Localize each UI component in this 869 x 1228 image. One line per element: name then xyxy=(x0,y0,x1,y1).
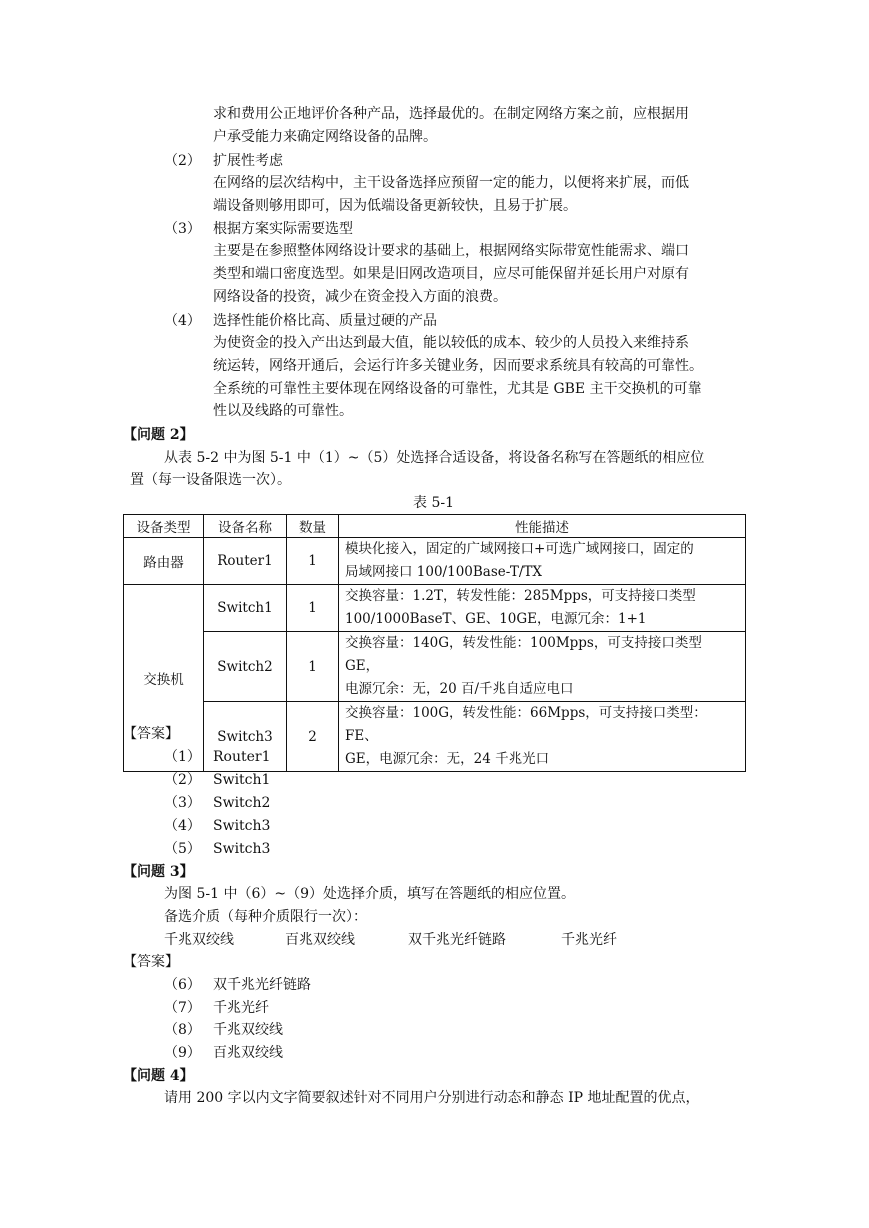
answer-value: Switch3 xyxy=(213,841,271,857)
answer-number: （9） xyxy=(164,1045,201,1061)
cell-desc xyxy=(339,585,746,632)
desc-line: 交换容量：140G，转发性能：100Mpps，可支持接口类型 GE， xyxy=(345,635,702,674)
question-3-heading: 【问题 3】 xyxy=(123,864,194,880)
header-name: 设备名称 xyxy=(204,515,287,538)
text-line: 性以及线路的可靠性。 xyxy=(213,403,353,420)
desc-line: GE，电源冗余：无，24 千兆光口 xyxy=(345,751,550,767)
item-title: 扩展性考虑 xyxy=(213,153,283,169)
text-line: 户承受能力来确定网络设备的品牌。 xyxy=(213,128,437,145)
intro-paragraph xyxy=(213,103,689,149)
question-3-text: 为图 5-1 中（6）~（9）处选择介质，填写在答题纸的相应位置。 xyxy=(164,886,575,902)
item-title: 选择性能价格比高、质量过硬的产品 xyxy=(213,313,437,329)
desc-line: 100/1000BaseT、GE、10GE，电源冗余：1+1 xyxy=(345,611,647,627)
question-2-text-cont: 置（每一设备限选一次）。 xyxy=(130,472,291,488)
table-row xyxy=(124,538,746,585)
answer-value: Switch2 xyxy=(213,795,271,811)
media-option: 百兆双绞线 xyxy=(285,932,355,948)
item-body xyxy=(213,240,689,308)
answer-value: Switch3 xyxy=(213,818,271,834)
media-option: 千兆光纤 xyxy=(561,932,617,948)
answer-number: （8） xyxy=(164,1022,201,1038)
item-body xyxy=(213,332,703,423)
answer-value: Switch1 xyxy=(213,772,271,788)
item-title: 根据方案实际需要选型 xyxy=(213,221,353,237)
cell-qty: 1 xyxy=(287,632,339,702)
answer-value: 千兆光纤 xyxy=(213,1000,269,1016)
question-2-text xyxy=(164,447,704,470)
header-type: 设备类型 xyxy=(124,515,204,538)
table-header-row xyxy=(124,515,746,538)
cell-desc xyxy=(339,702,746,772)
device-table xyxy=(123,514,746,772)
answer-number: （3） xyxy=(164,795,201,811)
text-line: 在网络的层次结构中，主干设备选择应预留一定的能力，以便将来扩展，而低 xyxy=(213,175,689,191)
text-line: 求和费用公正地评价各种产品，选择最优的。在制定网络方案之前，应根据用 xyxy=(213,106,689,122)
table-row xyxy=(124,585,746,632)
answer-number: （5） xyxy=(164,841,201,857)
table-row xyxy=(124,632,746,702)
media-option: 双千兆光纤链路 xyxy=(408,932,506,948)
question-4-heading: 【问题 4】 xyxy=(123,1068,194,1084)
cell-name: Switch3 xyxy=(204,702,287,772)
question-3-options-label: 备选介质（每种介质限行一次）： xyxy=(164,909,367,925)
media-option: 千兆双绞线 xyxy=(164,932,234,948)
desc-line: 电源冗余：无，20 百/千兆自适应电口 xyxy=(345,681,574,697)
cell-qty: 1 xyxy=(287,538,339,585)
answer-heading: 【答案】 xyxy=(123,726,179,742)
desc-line: 交换容量：100G，转发性能：66Mpps，可支持接口类型：FE、 xyxy=(345,705,707,744)
text-line: 网络设备的投资，减少在资金投入方面的浪费。 xyxy=(213,288,507,305)
desc-line: 交换容量：1.2T，转发性能：285Mpps，可支持接口类型 xyxy=(345,588,696,604)
answer-number: （7） xyxy=(164,1000,201,1016)
item-body xyxy=(213,172,689,218)
answer-number: （4） xyxy=(164,818,201,834)
text-line: 全系统的可靠性主要体现在网络设备的可靠性，尤其是 GBE 主干交换机的可靠 xyxy=(213,380,702,397)
text-line: 为使资金的投入产出达到最大值，能以较低的成本、较少的人员投入来维持系 xyxy=(213,335,689,351)
text-line: 端设备则够用即可，因为低端设备更新较快，且易于扩展。 xyxy=(213,197,577,214)
cell-name: Router1 xyxy=(204,538,287,585)
cell-name: Switch2 xyxy=(204,632,287,702)
cell-desc xyxy=(339,538,746,585)
text-line: 从表 5-2 中为图 5-1 中（1）~（5）处选择合适设备，将设备名称写在答题纸的相应位 xyxy=(164,450,705,466)
answer-number: （2） xyxy=(164,772,201,788)
cell-qty: 1 xyxy=(287,585,339,632)
text-line: 主要是在参照整体网络设计要求的基础上，根据网络实际带宽性能需求、端口 xyxy=(213,243,689,259)
cell-type: 交换机 xyxy=(124,585,204,772)
answer-number: （1） xyxy=(164,749,201,765)
cell-name: Switch1 xyxy=(204,585,287,632)
desc-line: 局域网接口 100/100Base-T/TX xyxy=(345,564,543,580)
table-caption: 表 5-1 xyxy=(413,495,454,511)
cell-type: 路由器 xyxy=(124,538,204,585)
header-qty: 数量 xyxy=(287,515,339,538)
item-number: （4） xyxy=(164,313,201,329)
answer-value: 百兆双绞线 xyxy=(213,1045,283,1061)
answer-value: 双千兆光纤链路 xyxy=(213,977,311,993)
question-2-heading: 【问题 2】 xyxy=(123,427,194,443)
answer-value: Router1 xyxy=(213,749,271,765)
question-4-text: 请用 200 字以内文字简要叙述针对不同用户分别进行动态和静态 IP 地址配置的优点， xyxy=(164,1090,700,1106)
answer-heading: 【答案】 xyxy=(123,954,179,970)
cell-qty: 2 xyxy=(287,702,339,772)
item-number: （3） xyxy=(164,221,201,237)
cell-desc xyxy=(339,632,746,702)
desc-line: 模块化接入，固定的广域网接口+可选广域网接口，固定的 xyxy=(345,541,694,557)
item-number: （2） xyxy=(164,153,201,169)
answer-value: 千兆双绞线 xyxy=(213,1022,283,1038)
text-line: 统运转，网络开通后，会运行许多关键业务，因而要求系统具有较高的可靠性。 xyxy=(213,357,703,374)
answer-number: （6） xyxy=(164,977,201,993)
text-line: 类型和端口密度选型。如果是旧网改造项目，应尽可能保留并延长用户对原有 xyxy=(213,265,689,282)
header-desc: 性能描述 xyxy=(339,515,746,538)
